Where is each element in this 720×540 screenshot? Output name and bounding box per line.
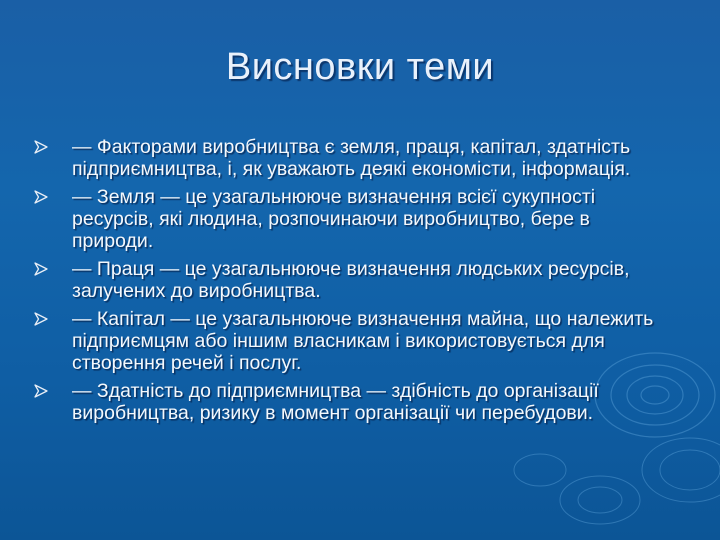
bullet-text: — Праця — це узагальнююче визначення людських ресурсів, залучених до виробництва. — [72, 258, 630, 302]
bullet-text: — Капітал — це узагальнююче визначення майна, що належить підприємцям або іншим власникам і використовується для створення речей і послуг. — [72, 308, 654, 374]
bullet-text: — Факторами виробництва є земля, праця, капітал, здатність підприємництва, і, як уважають деякі економісти, інформація. — [72, 136, 631, 180]
bullet-list — [34, 136, 674, 430]
list-item — [34, 308, 674, 374]
list-item — [34, 186, 674, 252]
list-item — [34, 136, 674, 180]
bullet-text: — Земля — це узагальнююче визначення всієї сукупності ресурсів, які людина, розпочинаючи виробництво, бере в природи. — [72, 186, 596, 252]
arrowhead-bullet-icon — [34, 140, 48, 154]
bullet-text: — Здатність до підприємництва — здібність до організації виробництва, ризику в момент організації чи перебудови. — [72, 380, 599, 424]
arrowhead-bullet-icon — [34, 384, 48, 398]
arrowhead-bullet-icon — [34, 262, 48, 276]
list-item — [34, 258, 674, 302]
arrowhead-bullet-icon — [34, 190, 48, 204]
arrowhead-bullet-icon — [34, 312, 48, 326]
slide-title: Висновки теми — [225, 46, 495, 88]
list-item — [34, 380, 674, 424]
